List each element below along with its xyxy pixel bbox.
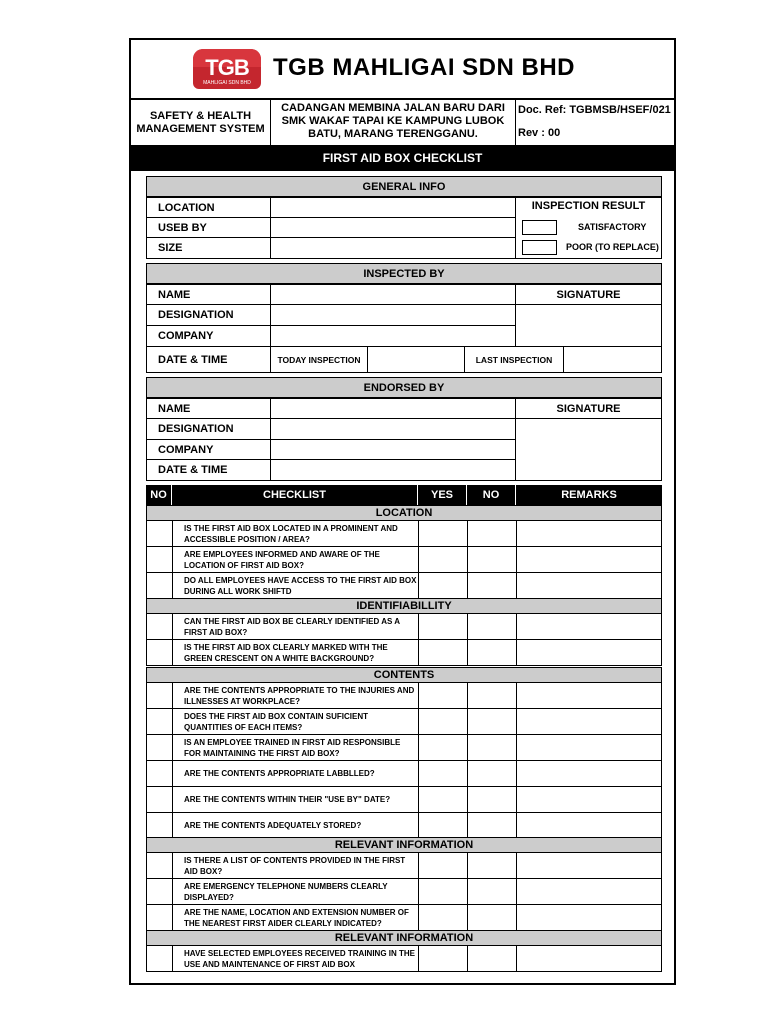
today-inspection-field[interactable] <box>367 346 465 373</box>
row-number-cell <box>146 546 173 573</box>
yes-checkbox-cell[interactable] <box>418 812 468 839</box>
last-inspection-label: LAST INSPECTION <box>464 346 564 373</box>
row-number-cell <box>146 682 173 709</box>
remarks-field[interactable] <box>516 572 662 599</box>
inspected-by-heading: INSPECTED BY <box>146 263 662 284</box>
checklist-question: IS THERE A LIST OF CONTENTS PROVIDED IN THE FIRST AID BOX? <box>172 852 419 879</box>
useb-by-field[interactable] <box>270 217 516 238</box>
remarks-field[interactable] <box>516 734 662 761</box>
col-remarks-header: REMARKS <box>516 485 662 505</box>
remarks-field[interactable] <box>516 708 662 735</box>
row-number-cell <box>146 708 173 735</box>
endorsed-company-field[interactable] <box>270 439 516 460</box>
row-number-cell <box>146 904 173 931</box>
yes-checkbox-cell[interactable] <box>418 572 468 599</box>
size-label: SIZE <box>146 237 271 259</box>
inspected-datetime-label: DATE & TIME <box>146 346 271 373</box>
form-frame <box>129 38 676 985</box>
row-number-cell <box>146 786 173 813</box>
inspected-signature-field[interactable] <box>515 304 662 347</box>
checklist-section-heading: CONTENTS <box>146 667 662 683</box>
remarks-field[interactable] <box>516 904 662 931</box>
logo-text: TGB <box>205 55 249 80</box>
yes-checkbox-cell[interactable] <box>418 546 468 573</box>
checklist-section-heading: RELEVANT INFORMATION <box>146 930 662 946</box>
form-title: FIRST AID BOX CHECKLIST <box>131 145 674 171</box>
poor-label: POOR (TO REPLACE) <box>566 242 659 252</box>
inspected-name-label: NAME <box>146 284 271 305</box>
checklist-question: ARE THE NAME, LOCATION AND EXTENSION NUMBER OF THE NEAREST FIRST AIDER CLEARLY INDICATED? <box>172 904 419 931</box>
system-name: SAFETY & HEALTH MANAGEMENT SYSTEM <box>131 100 271 145</box>
checklist-question: ARE THE CONTENTS ADEQUATELY STORED? <box>172 812 419 839</box>
revision: Rev : 00 <box>518 127 561 139</box>
logo-subtext: MAHLIGAI SDN BHD <box>203 80 251 86</box>
remarks-field[interactable] <box>516 852 662 879</box>
location-label: LOCATION <box>146 197 271 218</box>
row-number-cell <box>146 734 173 761</box>
yes-checkbox-cell[interactable] <box>418 852 468 879</box>
checklist-question: IS THE FIRST AID BOX LOCATED IN A PROMINENT AND ACCESSIBLE POSITION / AREA? <box>172 520 419 547</box>
checklist-question: IS AN EMPLOYEE TRAINED IN FIRST AID RESPONSIBLE FOR MAINTAINING THE FIRST AID BOX? <box>172 734 419 761</box>
no-checkbox-cell[interactable] <box>467 572 517 599</box>
satisfactory-checkbox[interactable] <box>522 220 557 235</box>
row-number-cell <box>146 572 173 599</box>
doc-ref: Doc. Ref: TGBMSB/HSEF/021 <box>518 104 671 116</box>
location-field[interactable] <box>270 197 516 218</box>
checklist-question: CAN THE FIRST AID BOX BE CLEARLY IDENTIFIED AS A FIRST AID BOX? <box>172 613 419 640</box>
row-number-cell <box>146 520 173 547</box>
poor-checkbox[interactable] <box>522 240 557 255</box>
remarks-field[interactable] <box>516 786 662 813</box>
no-checkbox-cell[interactable] <box>467 852 517 879</box>
no-checkbox-cell[interactable] <box>467 812 517 839</box>
yes-checkbox-cell[interactable] <box>418 878 468 905</box>
satisfactory-label: SATISFACTORY <box>578 222 647 232</box>
endorsed-name-label: NAME <box>146 398 271 419</box>
no-checkbox-cell[interactable] <box>467 904 517 931</box>
inspected-company-field[interactable] <box>270 325 516 347</box>
no-checkbox-cell[interactable] <box>467 708 517 735</box>
remarks-field[interactable] <box>516 878 662 905</box>
inspection-result-box <box>515 197 662 259</box>
remarks-field[interactable] <box>516 639 662 666</box>
checklist-question: HAVE SELECTED EMPLOYEES RECEIVED TRAINING IN THE USE AND MAINTENANCE OF FIRST AID BOX <box>172 945 419 972</box>
checklist-question: DO ALL EMPLOYEES HAVE ACCESS TO THE FIRST AID BOX DURING ALL WORK SHIFTD <box>172 572 419 599</box>
col-checklist-header: CHECKLIST <box>172 485 418 505</box>
no-checkbox-cell[interactable] <box>467 682 517 709</box>
row-number-cell <box>146 852 173 879</box>
yes-checkbox-cell[interactable] <box>418 760 468 787</box>
useb-by-label: USEB BY <box>146 217 271 238</box>
no-checkbox-cell[interactable] <box>467 945 517 972</box>
col-no-header: NO <box>146 485 172 505</box>
checklist-question: ARE THE CONTENTS APPROPRIATE TO THE INJURIES AND ILLNESSES AT WORKPLACE? <box>172 682 419 709</box>
row-number-cell <box>146 760 173 787</box>
checklist-section-heading: IDENTIFIABILLITY <box>146 598 662 614</box>
size-field[interactable] <box>270 237 516 259</box>
general-info-heading: GENERAL INFO <box>146 176 662 197</box>
yes-checkbox-cell[interactable] <box>418 904 468 931</box>
remarks-field[interactable] <box>516 520 662 547</box>
inspected-designation-label: DESIGNATION <box>146 304 271 326</box>
remarks-field[interactable] <box>516 546 662 573</box>
last-inspection-field[interactable] <box>563 346 662 373</box>
inspected-designation-field[interactable] <box>270 304 516 326</box>
company-logo <box>193 49 261 89</box>
checklist-question: DOES THE FIRST AID BOX CONTAIN SUFICIENT QUANTITIES OF EACH ITEMS? <box>172 708 419 735</box>
no-checkbox-cell[interactable] <box>467 639 517 666</box>
yes-checkbox-cell[interactable] <box>418 682 468 709</box>
no-checkbox-cell[interactable] <box>467 760 517 787</box>
no-checkbox-cell[interactable] <box>467 734 517 761</box>
no-checkbox-cell[interactable] <box>467 613 517 640</box>
company-header <box>131 40 674 100</box>
checklist-section-heading: LOCATION <box>146 505 662 521</box>
checklist-section-heading: RELEVANT INFORMATION <box>146 837 662 853</box>
endorsed-by-heading: ENDORSED BY <box>146 377 662 398</box>
remarks-field[interactable] <box>516 945 662 972</box>
endorsed-datetime-field[interactable] <box>270 459 516 481</box>
row-number-cell <box>146 878 173 905</box>
remarks-field[interactable] <box>516 682 662 709</box>
checklist-question: ARE THE CONTENTS WITHIN THEIR "USE BY" DATE? <box>172 786 419 813</box>
inspected-signature-label: SIGNATURE <box>515 284 662 305</box>
checklist-question: ARE THE CONTENTS APPROPRIATE LABBLLED? <box>172 760 419 787</box>
remarks-field[interactable] <box>516 812 662 839</box>
checklist-question: IS THE FIRST AID BOX CLEARLY MARKED WITH THE GREEN CRESCENT ON A WHITE BACKGROUND? <box>172 639 419 666</box>
endorsed-signature-label: SIGNATURE <box>515 398 662 419</box>
no-checkbox-cell[interactable] <box>467 878 517 905</box>
no-checkbox-cell[interactable] <box>467 520 517 547</box>
endorsed-designation-field[interactable] <box>270 418 516 440</box>
no-checkbox-cell[interactable] <box>467 786 517 813</box>
doc-info <box>516 100 674 145</box>
project-title: CADANGAN MEMBINA JALAN BARU DARI SMK WAKAF TAPAI KE KAMPUNG LUBOK BATU, MARANG TERENGGANU. <box>271 100 516 145</box>
no-checkbox-cell[interactable] <box>467 546 517 573</box>
row-number-cell <box>146 613 173 640</box>
yes-checkbox-cell[interactable] <box>418 520 468 547</box>
inspection-result-title: INSPECTION RESULT <box>531 200 646 212</box>
col-no2-header: NO <box>467 485 516 505</box>
today-inspection-label: TODAY INSPECTION <box>270 346 368 373</box>
inspected-company-label: COMPANY <box>146 325 271 347</box>
yes-checkbox-cell[interactable] <box>418 708 468 735</box>
yes-checkbox-cell[interactable] <box>418 734 468 761</box>
row-number-cell <box>146 639 173 666</box>
company-name: TGB MAHLIGAI SDN BHD <box>273 54 575 81</box>
remarks-field[interactable] <box>516 760 662 787</box>
row-number-cell <box>146 945 173 972</box>
checklist-question: ARE EMERGENCY TELEPHONE NUMBERS CLEARLY DISPLAYED? <box>172 878 419 905</box>
endorsed-name-field[interactable] <box>270 398 516 419</box>
row-number-cell <box>146 812 173 839</box>
endorsed-company-label: COMPANY <box>146 439 271 460</box>
col-yes-header: YES <box>418 485 467 505</box>
checklist-question: ARE EMPLOYEES INFORMED AND AWARE OF THE LOCATION OF FIRST AID BOX? <box>172 546 419 573</box>
yes-checkbox-cell[interactable] <box>418 613 468 640</box>
yes-checkbox-cell[interactable] <box>418 945 468 972</box>
yes-checkbox-cell[interactable] <box>418 639 468 666</box>
inspected-name-field[interactable] <box>270 284 516 305</box>
endorsed-datetime-label: DATE & TIME <box>146 459 271 481</box>
yes-checkbox-cell[interactable] <box>418 786 468 813</box>
endorsed-designation-label: DESIGNATION <box>146 418 271 440</box>
endorsed-signature-field[interactable] <box>515 418 662 481</box>
remarks-field[interactable] <box>516 613 662 640</box>
